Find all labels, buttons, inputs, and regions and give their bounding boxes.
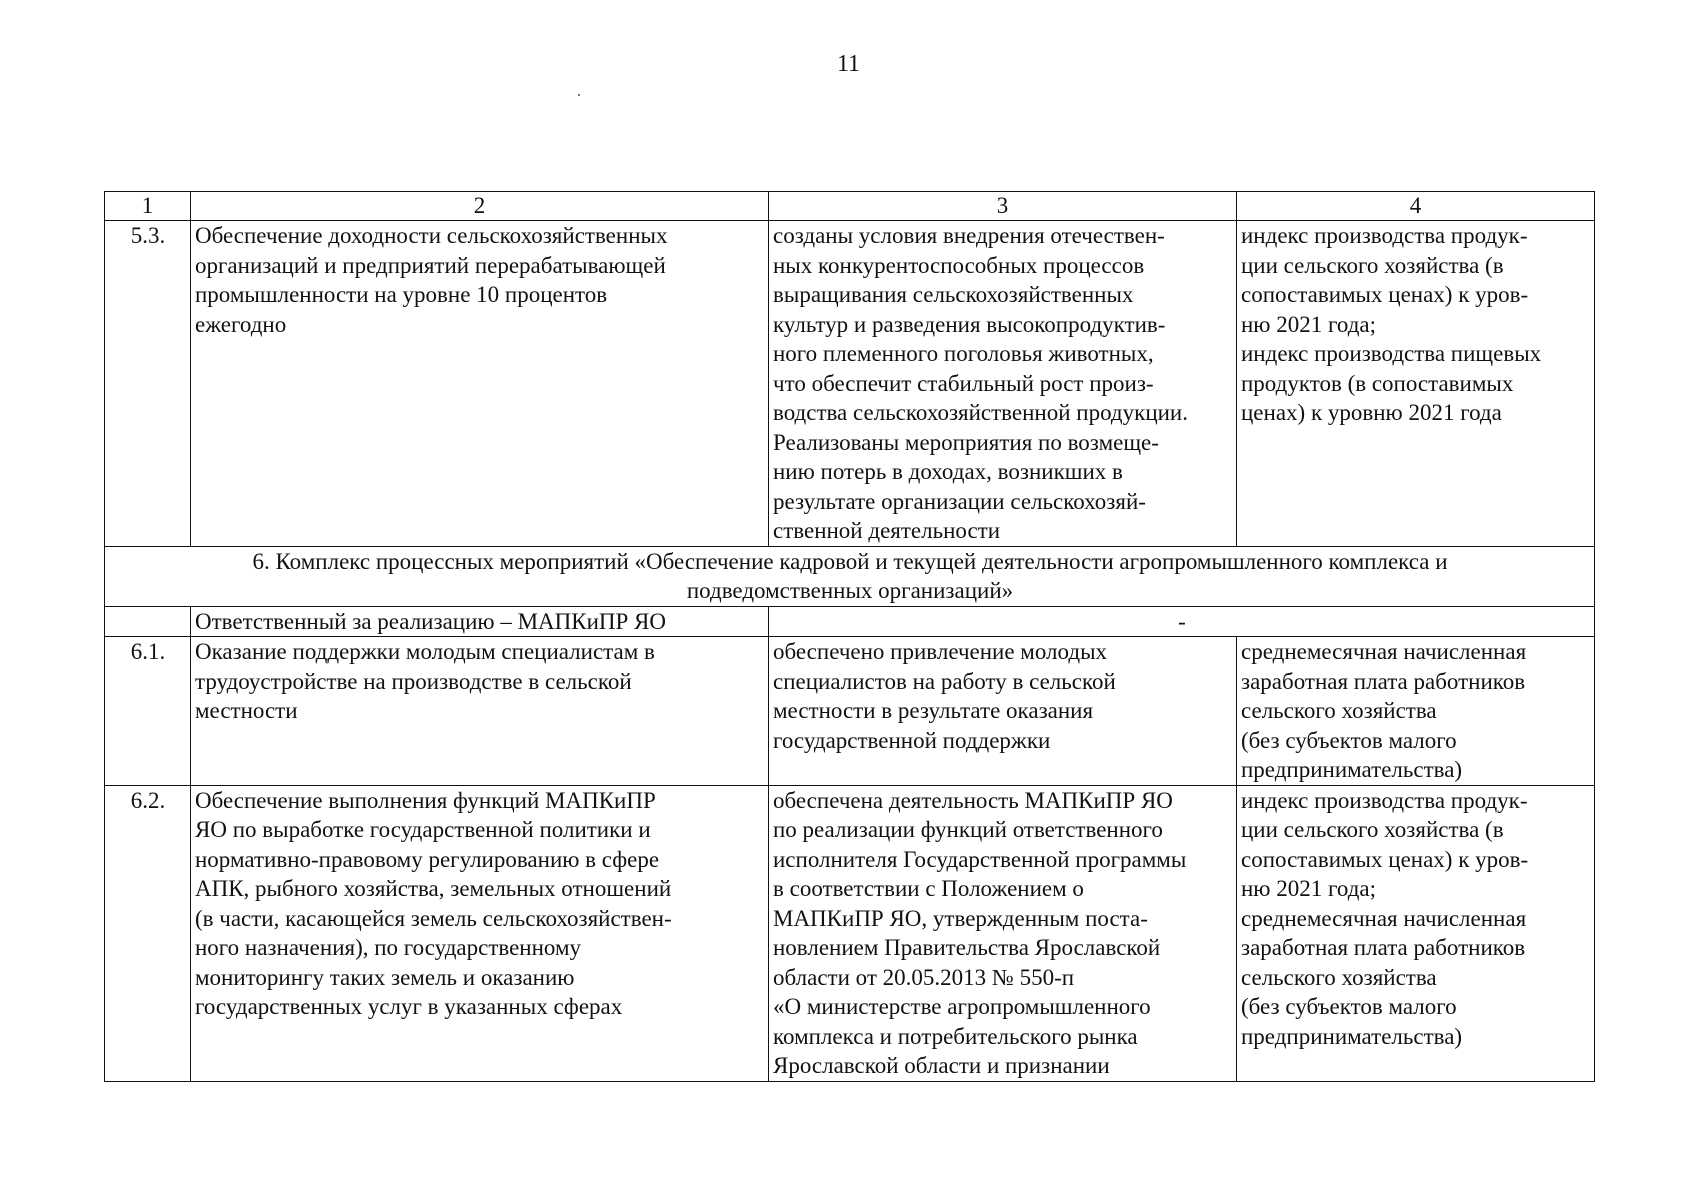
column-number-row	[105, 192, 1595, 221]
table-row	[105, 637, 1595, 786]
column-number-2: 2	[191, 192, 769, 221]
row-number: 5.3.	[105, 221, 191, 547]
column-number-4: 4	[1237, 192, 1595, 221]
row-number: 6.2.	[105, 785, 191, 1081]
responsible-label: Ответственный за реализацию – МАПКиПР ЯО	[191, 606, 769, 637]
indicator: среднемесячная начисленная заработная плата работников сельского хозяйства (без субъектов малого предпринимательства)	[1237, 637, 1595, 786]
page-number: 11	[836, 51, 861, 77]
responsible-empty-cell	[105, 606, 191, 637]
task-description: Оказание поддержки молодым специалистам в трудоустройстве на производстве в сельской местности	[191, 637, 769, 786]
column-number-3: 3	[769, 192, 1237, 221]
measures-table	[104, 191, 1595, 1082]
section-header-row	[105, 546, 1595, 606]
scan-speck	[578, 94, 580, 96]
table-row	[105, 221, 1595, 547]
table-row	[105, 785, 1595, 1081]
task-description: Обеспечение доходности сельскохозяйственных организаций и предприятий перерабатывающей промышленности на уровне 10 процентов ежегодно	[191, 221, 769, 547]
column-number-1: 1	[105, 192, 191, 221]
responsible-row	[105, 606, 1595, 637]
indicator: индекс производства продук- ции сельского хозяйства (в сопоставимых ценах) к уров- ню 2021 года; среднемесячная начисленная заработная плата работников сельского хозяйства (без субъектов малого предпринимательства)	[1237, 785, 1595, 1081]
row-number: 6.1.	[105, 637, 191, 786]
expected-result: обеспечено привлечение молодых специалистов на работу в сельской местности в результате оказания государственной поддержки	[769, 637, 1237, 786]
expected-result: обеспечена деятельность МАПКиПР ЯО по реализации функций ответственного исполнителя Государственной программы в соответствии с Положением о МАПКиПР ЯО, утвержденным поста- новлением Правительства Ярославской области от 20.05.2013 № 550-п «О министерстве агропромышленного комплекса и потребительского рынка Ярославской области и признании	[769, 785, 1237, 1081]
task-description: Обеспечение выполнения функций МАПКиПР ЯО по выработке государственной политики и нормативно-правовому регулированию в сфере АПК, рыбного хозяйства, земельных отношений (в части, касающейся земель сельскохозяйствен- ного назначения), по государственному мониторингу таких земель и оказанию государственных услуг в указанных сферах	[191, 785, 769, 1081]
section-title: 6. Комплекс процессных мероприятий «Обеспечение кадровой и текущей деятельности агропромышленного комплекса и подведомственных организаций»	[105, 546, 1595, 606]
indicator: индекс производства продук- ции сельского хозяйства (в сопоставимых ценах) к уров- ню 2021 года; индекс производства пищевых продуктов (в сопоставимых ценах) к уровню 2021 года	[1237, 221, 1595, 547]
responsible-value: -	[769, 606, 1595, 637]
expected-result: созданы условия внедрения отечествен- ных конкурентоспособных процессов выращивания сельскохозяйственных культур и разведения высокопродуктив- ного племенного поголовья животных, что обеспечит стабильный рост произ- водства сельскохозяйственной продукции. Реализованы мероприятия по возмеще- нию потерь в доходах, возникших в результате организации сельскохозяй- ственной деятельности	[769, 221, 1237, 547]
